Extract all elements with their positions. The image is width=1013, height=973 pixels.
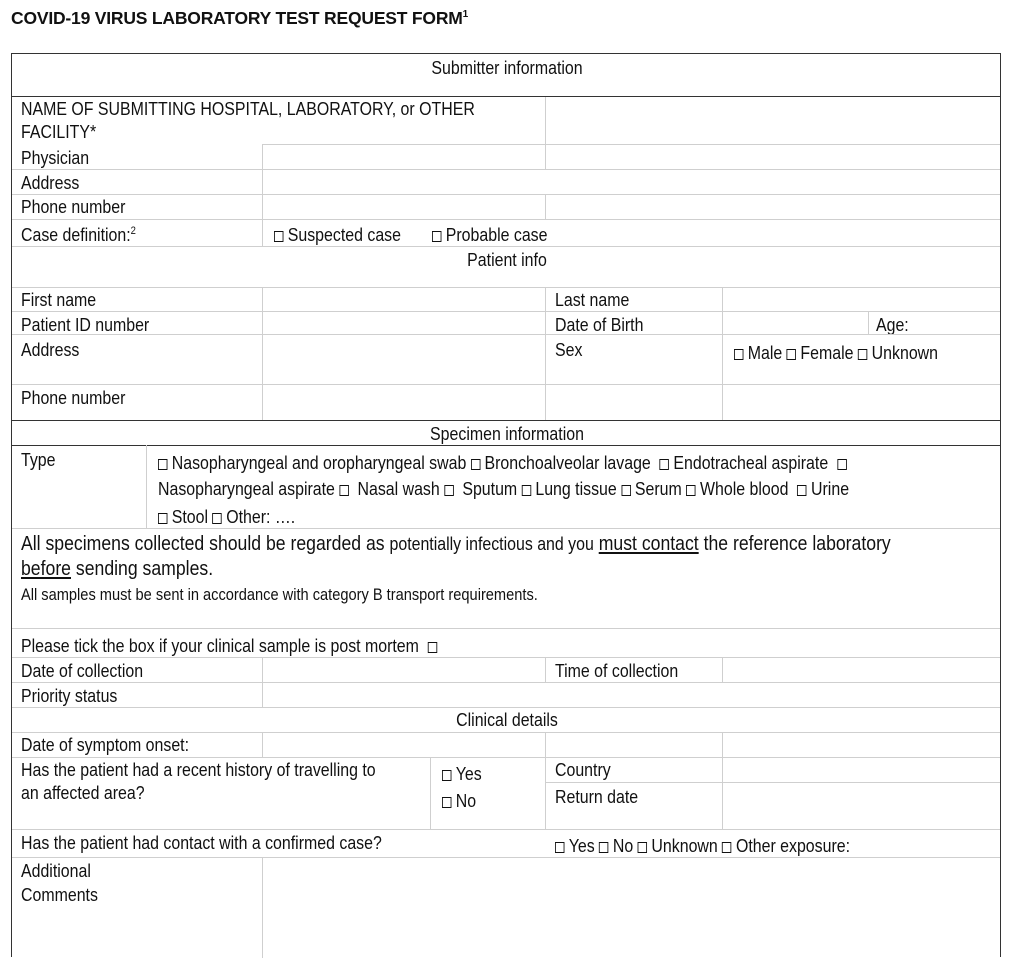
submitter-phone-label: Phone number bbox=[21, 196, 126, 217]
travel-yes-option[interactable]: Yes bbox=[442, 762, 482, 785]
specimen-types-line1 bbox=[158, 451, 851, 474]
patient-phone-label: Phone number bbox=[21, 387, 126, 408]
type-np-op-swab[interactable]: Nasopharyngeal and oropharyngeal swab bbox=[158, 452, 466, 473]
sex-unknown-option[interactable]: Unknown bbox=[858, 342, 938, 363]
patient-header: Patient info bbox=[467, 249, 547, 270]
travel-question: Has the patient had a recent history of travelling to an affected area? bbox=[21, 759, 376, 803]
contact-other-option[interactable]: Other exposure: bbox=[722, 835, 850, 856]
specimen-header: Specimen information bbox=[430, 423, 584, 444]
type-stool[interactable]: Stool bbox=[158, 506, 208, 527]
type-np-aspirate[interactable]: Nasopharyngeal aspirate bbox=[158, 478, 353, 499]
post-mortem-checkbox[interactable] bbox=[428, 642, 437, 653]
sex-male-option[interactable]: Male bbox=[734, 342, 782, 363]
specimen-types-line2 bbox=[158, 477, 849, 500]
specimen-types-line3 bbox=[158, 505, 295, 528]
probable-case-option[interactable]: Probable case bbox=[432, 223, 547, 246]
travel-no-option[interactable]: No bbox=[442, 789, 476, 812]
dob-label: Date of Birth bbox=[555, 314, 644, 335]
last-name-label: Last name bbox=[555, 289, 630, 310]
sex-label: Sex bbox=[555, 339, 583, 360]
request-form bbox=[11, 53, 1001, 957]
priority-status-label: Priority status bbox=[21, 685, 118, 706]
submitter-address-label: Address bbox=[21, 172, 80, 193]
additional-comments-label: Additional Comments bbox=[21, 860, 98, 905]
collection-date-label: Date of collection bbox=[21, 660, 144, 681]
patient-id-label: Patient ID number bbox=[21, 314, 150, 335]
physician-label: Physician bbox=[21, 147, 90, 168]
symptom-onset-label: Date of symptom onset: bbox=[21, 734, 190, 755]
collection-time-label: Time of collection bbox=[555, 660, 679, 681]
form-title: COVID-19 VIRUS LABORATORY TEST REQUEST FORM$^1$ bbox=[11, 8, 469, 28]
country-label: Country bbox=[555, 759, 611, 780]
type-label: Type bbox=[21, 449, 56, 470]
transport-note: All samples must be sent in accordance with category B transport requirements. bbox=[21, 585, 538, 604]
sex-female-option[interactable]: Female bbox=[787, 342, 854, 363]
contact-unknown-option[interactable]: Unknown bbox=[638, 835, 718, 856]
patient-address-label: Address bbox=[21, 339, 80, 360]
post-mortem-row: Please tick the box if your clinical sample is post mortem bbox=[21, 634, 442, 657]
suspected-case-checkbox[interactable] bbox=[274, 231, 283, 242]
type-np-aspirate-checkbox[interactable] bbox=[837, 459, 846, 470]
sex-options bbox=[734, 341, 938, 364]
specimen-warning: All specimens collected should be regarded as potentially infectious and you must contact the reference laboratory before sending samples. bbox=[21, 532, 891, 580]
return-date-label: Return date bbox=[555, 786, 639, 807]
contact-no-option[interactable]: No bbox=[599, 835, 633, 856]
probable-case-checkbox[interactable] bbox=[432, 231, 441, 242]
clinical-header: Clinical details bbox=[456, 709, 558, 730]
contact-yes-option[interactable]: Yes bbox=[555, 835, 595, 856]
first-name-label: First name bbox=[21, 289, 97, 310]
type-endotracheal[interactable]: Endotracheal aspirate bbox=[660, 452, 829, 473]
contact-question: Has the patient had contact with a confirmed case? bbox=[21, 832, 382, 853]
additional-comments-field[interactable] bbox=[263, 858, 1000, 958]
type-urine[interactable]: Urine bbox=[811, 478, 850, 499]
type-nasal-wash[interactable]: Nasal wash bbox=[357, 478, 457, 499]
submitter-header: Submitter information bbox=[431, 57, 583, 78]
type-sputum[interactable]: Sputum bbox=[462, 478, 535, 499]
case-definition-label: Case definition:$^2$ bbox=[21, 224, 136, 246]
contact-options bbox=[555, 834, 850, 857]
type-serum[interactable]: Serum bbox=[635, 478, 700, 499]
facility-label: NAME OF SUBMITTING HOSPITAL, LABORATORY, or OTHER FACILITY* bbox=[21, 98, 475, 142]
suspected-case-option[interactable]: Suspected case bbox=[274, 223, 401, 246]
age-label: Age: bbox=[876, 314, 909, 335]
type-other[interactable]: Other: …. bbox=[212, 506, 295, 527]
type-bal[interactable]: Bronchoalveolar lavage bbox=[471, 452, 651, 473]
type-whole-blood[interactable]: Whole blood bbox=[700, 478, 811, 499]
type-lung-tissue[interactable]: Lung tissue bbox=[535, 478, 635, 499]
